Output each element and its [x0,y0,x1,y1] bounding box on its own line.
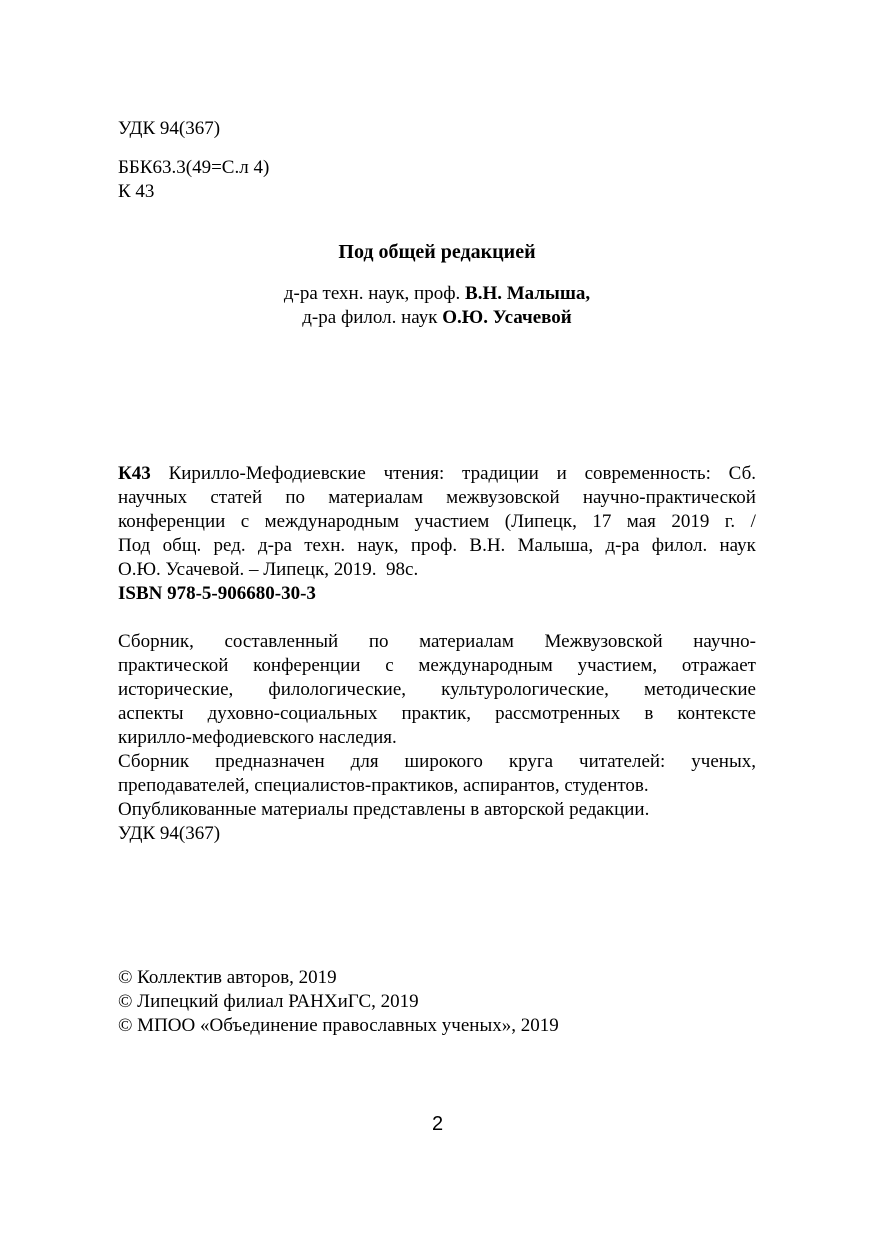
annotation-line-1 [118,630,756,654]
word: техн. [304,535,346,556]
word: по [368,631,389,652]
word: участием [414,511,490,532]
editor-line-2 [118,306,756,330]
word: ученых, [691,751,756,772]
word: 17 [592,511,612,532]
word: чтения: [383,463,445,484]
word: филол. [651,535,708,556]
word: д-ра [257,535,292,556]
annotation-line-2 [118,654,756,678]
page-number: 2 [431,1113,444,1135]
word: ред. [213,535,246,556]
document-page [118,0,756,1241]
editorship-heading: Под общей редакцией [338,241,536,263]
word: межвузовской [446,487,560,508]
word: наук [719,535,756,556]
word: отражает [681,655,756,676]
word: современность: [584,463,711,484]
word: для [350,751,379,772]
word: практик, [401,703,472,724]
word: общ. [162,535,202,556]
annotation-line-6 [118,750,756,774]
annotation-line-5: кирилло-мефодиевского наследия. [118,727,397,748]
word: конференции [118,511,226,532]
word: широкого [404,751,483,772]
isbn: ISBN 978-5-906680-30-3 [118,583,316,604]
word: Под [118,535,151,556]
word: аспекты [118,703,184,724]
word: научных [118,487,188,508]
word: Сборник [118,751,190,772]
bbk-code: ББК63.3(49=С.л 4) [118,157,270,178]
copyright-association: © МПОО «Объединение православных ученых», 2019 [118,1015,559,1036]
word: с [240,511,250,532]
annotation-line-3 [118,678,756,702]
bib-line-5: О.Ю. Усачевой. – Липецк, 2019. 98с. [118,559,419,580]
editor1-name: В.Н. Малыша, [465,283,591,304]
word: в [644,703,654,724]
word: наук, [357,535,399,556]
word: / [750,511,756,532]
word: духовно-социальных [207,703,378,724]
word: г. [724,511,736,532]
bib-line-1 [118,462,756,486]
word: материалам [419,631,514,652]
word: методические [643,679,756,700]
word: материалам [328,487,423,508]
word: Сб. [728,463,756,484]
word: международным [418,655,553,676]
editor2-name: О.Ю. Усачевой [442,307,572,328]
editor-line-1 [118,282,756,306]
word: и [556,463,567,484]
word: круга [508,751,554,772]
copyright-branch: © Липецкий филиал РАНХиГС, 2019 [118,991,419,1012]
author-sign: К 43 [118,181,155,202]
word: исторические, [118,679,234,700]
editor2-prefix: д-ра филол. наук [302,307,438,328]
copyright-authors: © Коллектив авторов, 2019 [118,967,337,988]
annotation-line-8: Опубликованные материалы представлены в авторской редакции. [118,799,650,820]
word: д-ра [605,535,640,556]
word: практической [118,655,229,676]
word: рассмотренных [495,703,621,724]
word: по [285,487,306,508]
word: научно-практической [582,487,756,508]
word: Межвузовской [544,631,663,652]
word: контексте [677,703,756,724]
word: Малыша, [517,535,594,556]
word: Сборник, [118,631,194,652]
word: научно- [693,631,756,652]
word: читателей: [579,751,666,772]
word: конференции [253,655,361,676]
word: мая [626,511,656,532]
word: статей [210,487,263,508]
bib-line-2 [118,486,756,510]
bib-code: К43 [118,463,151,484]
word: филологические, [268,679,407,700]
word: (Липецк, [504,511,577,532]
annotation-udk: УДК 94(367) [118,823,221,844]
word: международным [264,511,400,532]
word: с [385,655,394,676]
word: традиции [462,463,539,484]
udk-code: УДК 94(367) [118,118,221,139]
word: составленный [224,631,339,652]
annotation-line-4 [118,702,756,726]
bib-line-4 [118,534,756,558]
word: Кирилло-Мефодиевские [168,463,366,484]
editor1-prefix: д-ра техн. наук, проф. [283,283,461,304]
word: предназначен [215,751,325,772]
word: В.Н. [469,535,506,556]
bib-line-3 [118,510,756,534]
word: 2019 [671,511,710,532]
word: участием, [577,655,658,676]
annotation-line-7: преподавателей, специалистов-практиков, аспирантов, студентов. [118,775,649,796]
word: культурологические, [441,679,609,700]
word: проф. [410,535,458,556]
